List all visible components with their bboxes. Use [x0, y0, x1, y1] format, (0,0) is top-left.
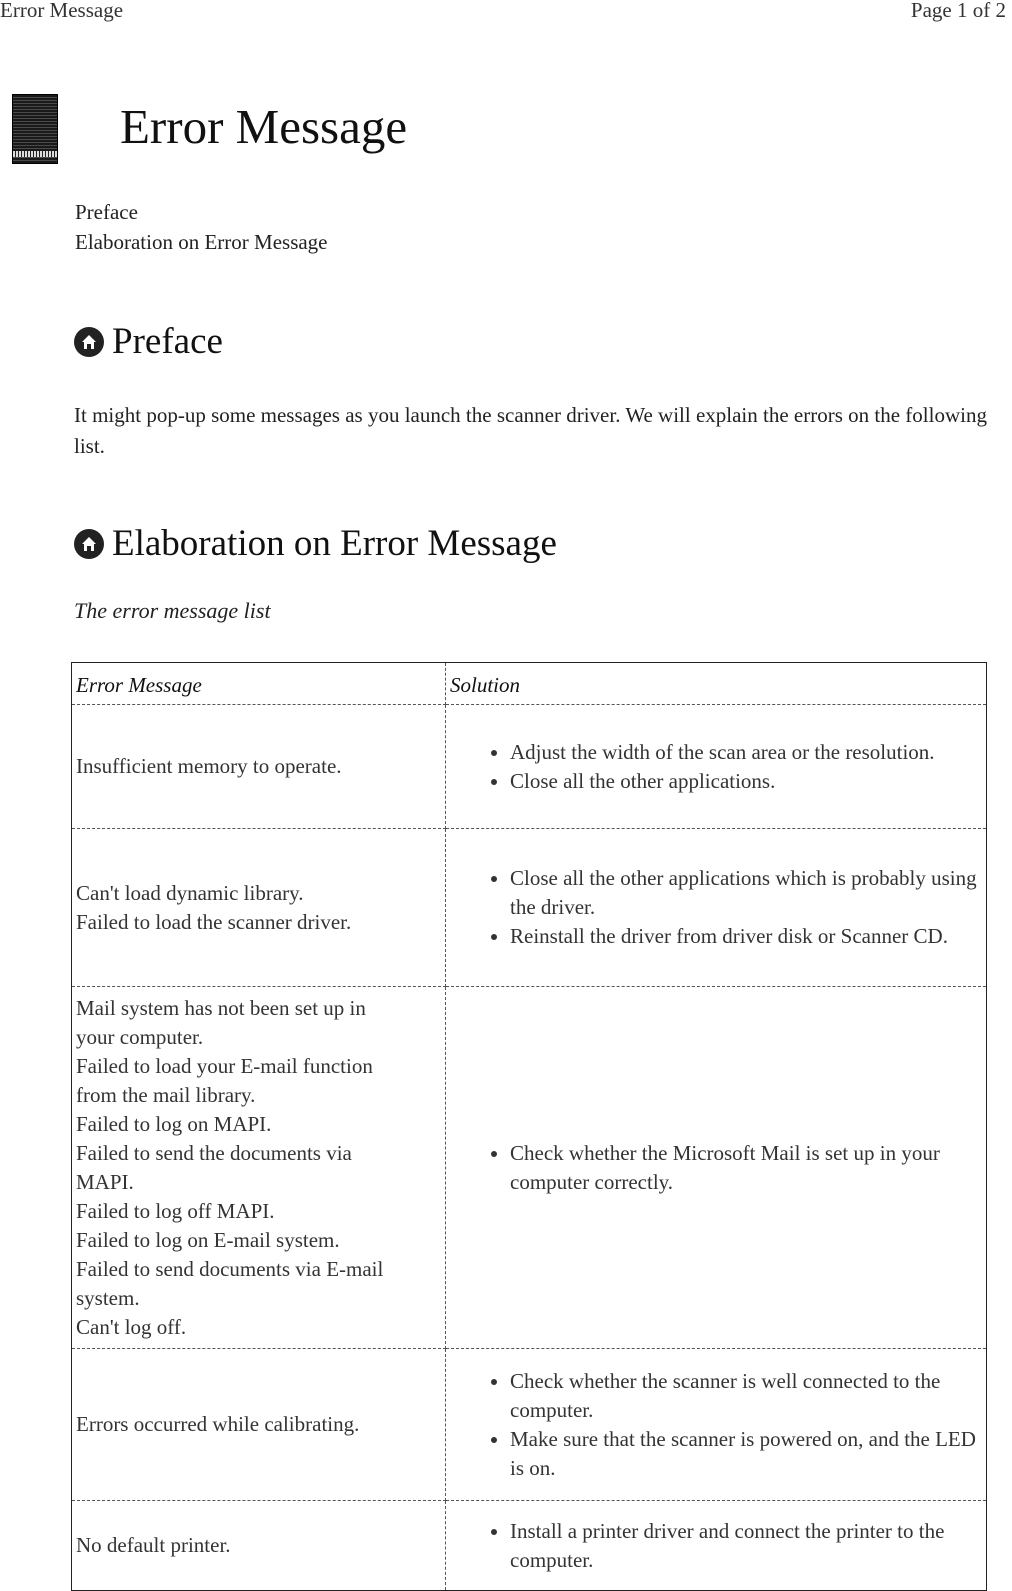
solution-item: • Install a printer driver and connect the printer to the computer.	[510, 1517, 982, 1575]
error-message-line: from the mail library.	[76, 1082, 256, 1107]
toc-link-elaboration[interactable]: Elaboration on Error Message	[75, 230, 328, 254]
solution-item: • Adjust the width of the scan area or the resolution.	[510, 738, 982, 767]
table-row	[72, 1349, 987, 1501]
header-page-number: Page 1 of 2	[910, 0, 1006, 22]
error-message-line: Failed to log on E-mail system.	[76, 1227, 340, 1252]
error-message-line: No default printer.	[76, 1533, 231, 1557]
preface-heading-text: Preface	[112, 321, 223, 362]
error-message-cell	[72, 1349, 446, 1501]
error-message-line: Can't load dynamic library.	[76, 880, 304, 905]
table-of-contents	[75, 197, 328, 257]
error-message-line: Failed to send documents via E-mail	[76, 1256, 384, 1281]
preface-heading	[74, 320, 223, 363]
column-header-error-message: Error Message	[72, 663, 446, 705]
table-row	[72, 1501, 987, 1591]
solution-item: • Close all the other applications.	[510, 767, 982, 796]
table-row	[72, 987, 987, 1349]
home-icon[interactable]	[74, 529, 104, 559]
error-message-line: Failed to log off MAPI.	[76, 1198, 275, 1223]
error-message-table	[71, 662, 987, 1591]
table-row	[72, 705, 987, 829]
solution-cell	[446, 829, 987, 987]
error-message-cell	[72, 705, 446, 829]
error-message-line: Errors occurred while calibrating.	[76, 1412, 360, 1436]
error-message-line: MAPI.	[76, 1169, 134, 1194]
error-message-line: Mail system has not been set up in	[76, 995, 366, 1020]
book-icon	[12, 94, 58, 164]
preface-text: It might pop-up some messages as you launch the scanner driver. We will explain the errors on the following list.	[74, 403, 987, 458]
error-message-line: Failed to load the scanner driver.	[76, 909, 352, 934]
error-list-caption: The error message list	[74, 598, 271, 623]
solution-cell	[446, 1349, 987, 1501]
elaboration-heading	[74, 522, 557, 565]
solution-item: • Close all the other applications which is probably using the driver.	[510, 864, 982, 922]
error-message-line: Failed to load your E-mail function	[76, 1053, 373, 1078]
column-header-solution: Solution	[446, 663, 987, 705]
solution-item: • Make sure that the scanner is powered on, and the LED is on.	[510, 1425, 982, 1483]
error-message-line: Can't log off.	[76, 1314, 187, 1339]
table-header-row	[72, 663, 987, 705]
solution-cell	[446, 1501, 987, 1591]
solution-item: • Check whether the Microsoft Mail is set up in your computer correctly.	[510, 1139, 982, 1197]
error-message-line: Insufficient memory to operate.	[76, 754, 342, 778]
error-message-cell	[72, 1501, 446, 1591]
error-message-cell	[72, 987, 446, 1349]
solution-cell	[446, 987, 987, 1349]
solution-item: • Check whether the scanner is well connected to the computer.	[510, 1367, 982, 1425]
page-title: Error Message	[120, 99, 408, 154]
table-row	[72, 829, 987, 987]
solution-cell	[446, 705, 987, 829]
error-message-line: your computer.	[76, 1024, 204, 1049]
toc-link-preface[interactable]: Preface	[75, 200, 138, 224]
solution-item: • Reinstall the driver from driver disk or Scanner CD.	[510, 922, 982, 951]
home-icon[interactable]	[74, 327, 104, 357]
error-message-line: system.	[76, 1285, 140, 1310]
header-doc-title: Error Message	[0, 0, 124, 22]
error-message-line: Failed to send the documents via	[76, 1140, 352, 1165]
running-header	[0, 0, 1006, 23]
elaboration-heading-text: Elaboration on Error Message	[112, 523, 557, 564]
error-message-cell	[72, 829, 446, 987]
error-message-line: Failed to log on MAPI.	[76, 1111, 272, 1136]
